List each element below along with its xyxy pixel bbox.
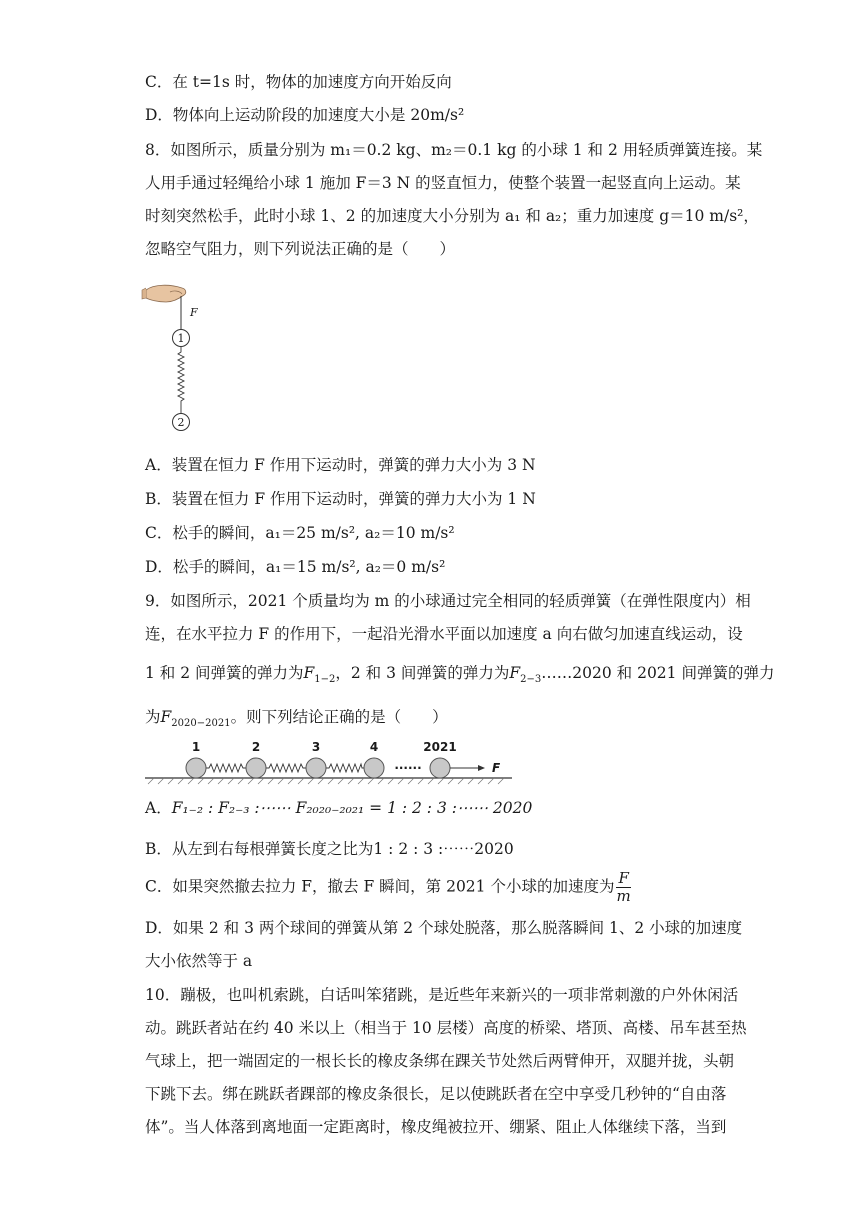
q7-option-d: D．物体向上运动阶段的加速度大小是 20m/s² [145, 106, 465, 124]
q10-line-4: 下跳下去。绑在跳跃者踝部的橡皮条很长，足以使跳跃者在空中享受几秒钟的“自由落 [145, 1085, 727, 1103]
q8-option-b: B．装置在恒力 F 作用下运动时，弹簧的弹力大小为 1 N [145, 490, 536, 508]
q9-stem-line-1: 9．如图所示，2021 个质量均为 m 的小球通过完全相同的轻质弹簧（在弹性限度内）相 [145, 592, 751, 610]
q9-stem-line-4: 为$F_{2020-2021}$。则下列结论正确的是（ ） [145, 708, 448, 730]
q8-figure [140, 278, 220, 438]
q8-force-label: F [190, 306, 198, 319]
q8-stem-line-4: 忽略空气阻力，则下列说法正确的是（ ） [145, 240, 456, 258]
q9-option-a: A．F₁₋₂ : F₂₋₃ :⋯⋯ F₂₀₂₀₋₂₀₂₁ = 1 : 2 : 3 :⋯⋯ 2020 [145, 799, 533, 817]
q8-option-d: D．松手的瞬间，a₁＝15 m/s², a₂＝0 m/s² [145, 558, 446, 576]
q10-line-1: 10．蹦极，也叫机索跳，白话叫笨猪跳，是近些年来新兴的一项非常刺激的户外休闲活 [145, 986, 739, 1004]
q9-figure [140, 738, 520, 788]
q9-ball-2 [246, 758, 266, 778]
q9-floor-hatch [148, 778, 504, 784]
q9-ball-1 [186, 758, 206, 778]
q10-line-5: 体”。当人体落到离地面一定距离时，橡皮绳被拉开、绷紧、阻止人体继续下落，当到 [145, 1118, 727, 1136]
q9-spring-1-2 [206, 764, 246, 772]
q8-stem-line-1: 8．如图所示，质量分别为 m₁＝0.2 kg、m₂＝0.1 kg 的小球 1 和 2 用轻质弹簧连接。某 [145, 141, 763, 159]
q8-stem-line-2: 人用手通过轻绳给小球 1 施加 F＝3 N 的竖直恒力，使整个装置一起竖直向上运动。某 [145, 174, 741, 192]
q9-option-b: B．从左到右每根弹簧长度之比为1 : 2 : 3 :⋯⋯2020 [145, 840, 514, 858]
q9-ball-3 [306, 758, 326, 778]
q9-option-d-line-1: D．如果 2 和 3 两个球间的弹簧从第 2 个球处脱落，那么脱落瞬间 1、2 小球的加速度 [145, 919, 743, 937]
q9-label-4: 4 [369, 740, 379, 754]
q9-label-2021: 2021 [423, 740, 457, 754]
q8-ball-2-label: 2 [177, 416, 185, 429]
q8-ball-1-label: 1 [177, 332, 185, 345]
q9-ball-4 [364, 758, 384, 778]
q9-stem-line-3: 1 和 2 间弹簧的弹力为$F_{1-2}$，2 和 3 间弹簧的弹力为$F_{2-3}\dots\dots 2020$ 和 2021 间弹簧的弹力 [145, 664, 775, 686]
q9-ball-2021 [430, 758, 450, 778]
q8-spring [178, 347, 184, 413]
q7-option-c: C．在 t=1s 时，物体的加速度方向开始反向 [145, 73, 452, 91]
q9-label-2: 2 [251, 740, 261, 754]
q9-ellipsis: ······ [394, 761, 422, 775]
q10-line-2: 动。跳跃者站在约 40 米以上（相当于 10 层楼）高度的桥梁、塔顶、高楼、吊车甚至热 [145, 1019, 747, 1037]
hand-icon [142, 285, 186, 302]
q9-option-c: C．如果突然撤去拉力 F，撤去 F 瞬间，第 2021 个小球的加速度为 $\frac{F}{m}$ [145, 869, 631, 905]
q9-force-arrow [478, 765, 485, 771]
q9-option-c-fraction: $\frac{F}{m}$ [616, 869, 631, 905]
q9-label-3: 3 [311, 740, 321, 754]
q9-spring-2-3 [266, 764, 306, 772]
q9-label-1: 1 [191, 740, 201, 754]
q9-option-d-line-2: 大小依然等于 a [145, 952, 253, 970]
q8-stem-line-3: 时刻突然松手，此时小球 1、2 的加速度大小分别为 a₁ 和 a₂；重力加速度 g＝10 m/s²， [145, 207, 759, 225]
q8-option-a: A．装置在恒力 F 作用下运动时，弹簧的弹力大小为 3 N [145, 456, 536, 474]
q9-force-label: F [492, 761, 501, 775]
q9-spring-3-4 [326, 764, 364, 772]
q9-stem-line-2: 连，在水平拉力 F 的作用下，一起沿光滑水平面以加速度 a 向右做匀加速直线运动，设 [145, 625, 743, 643]
q8-option-c: C．松手的瞬间，a₁＝25 m/s², a₂＝10 m/s² [145, 524, 455, 542]
q10-line-3: 气球上，把一端固定的一根长长的橡皮条绑在踝关节处然后两臂伸开，双腿并拢，头朝 [145, 1052, 735, 1070]
